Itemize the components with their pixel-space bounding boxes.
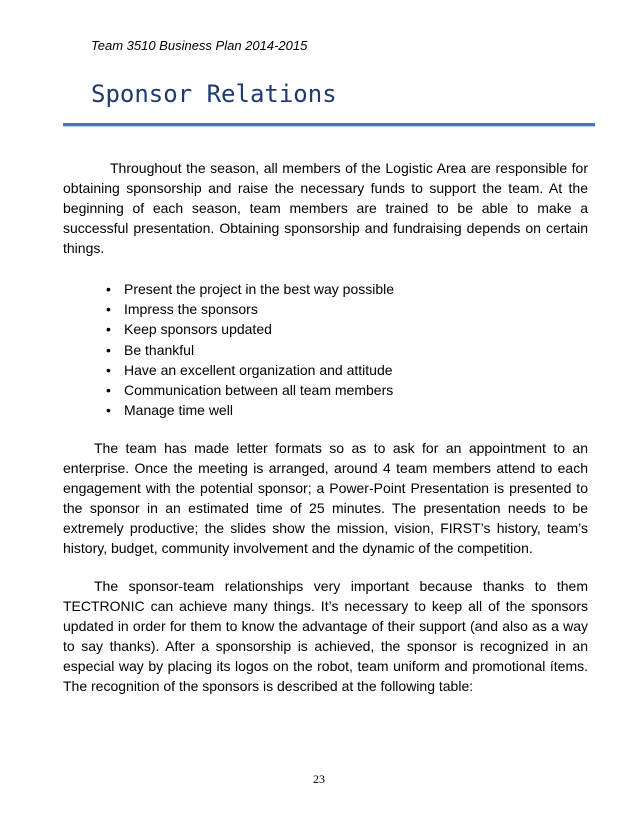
- section-title: Sponsor Relations: [91, 80, 337, 108]
- running-header: Team 3510 Business Plan 2014-2015: [91, 38, 308, 53]
- bullet-icon: •: [106, 361, 111, 378]
- list-item-text: Communication between all team members: [124, 382, 394, 399]
- list-item-text: Have an excellent organization and attitude: [124, 361, 393, 378]
- list-item: [106, 400, 394, 420]
- sponsor-relationship-paragraph: The sponsor-team relationships very important because thanks to them TECTRONIC can achieve many things. It’s necessary to keep all of the sponsors updated in order for them to know the advantage of their support (and also as a way to say thanks). After a sponsorship is achieved, the sponsor is recognized in an especial way by placing its logos on the robot, team uniform and promotional ítems. The recognition of the sponsors is described at the following table:: [63, 578, 588, 694]
- list-item: [106, 380, 394, 400]
- list-item-text: Be thankful: [124, 341, 195, 358]
- page-number: 23: [313, 772, 325, 786]
- presentation-paragraph: The team has made letter formats so as to ask for an appointment to an enterprise. Once the meeting is arranged, around 4 team members attend to each engagement with the potential sponsor; a Power-Point Presentation is presented to the sponsor in an estimated time of 25 minutes. The presentation needs to be extremely productive; the slides show the mission, vision, FIRST’s history, team’s history, budget, community involvement and the dynamic of the competition.: [63, 440, 588, 556]
- list-item: [106, 279, 394, 299]
- bullet-icon: •: [106, 382, 111, 399]
- list-item: [106, 319, 394, 339]
- intro-paragraph: Throughout the season, all members of the Logistic Area are responsible for obtaining sponsorship and raise the necessary funds to support the team. At the beginning of each season, team members are trained to be able to make a successful presentation. Obtaining sponsorship and fundraising depends on certain things.: [63, 160, 588, 256]
- list-item-text: Present the project in the best way possible: [124, 281, 395, 297]
- list-item: [106, 360, 394, 380]
- bullet-icon: •: [106, 301, 111, 318]
- list-item-text: Keep sponsors updated: [124, 321, 272, 338]
- bullet-icon: •: [106, 341, 111, 358]
- list-item: [106, 299, 394, 319]
- list-item-text: Impress the sponsors: [124, 301, 258, 318]
- bullet-icon: •: [106, 402, 111, 419]
- bullet-icon: •: [106, 321, 111, 338]
- bullet-icon: •: [106, 281, 111, 297]
- list-item: [106, 340, 394, 360]
- title-underline-rule: [63, 123, 595, 126]
- sponsorship-requirements-list: [106, 279, 394, 420]
- list-item-text: Manage time well: [124, 402, 233, 419]
